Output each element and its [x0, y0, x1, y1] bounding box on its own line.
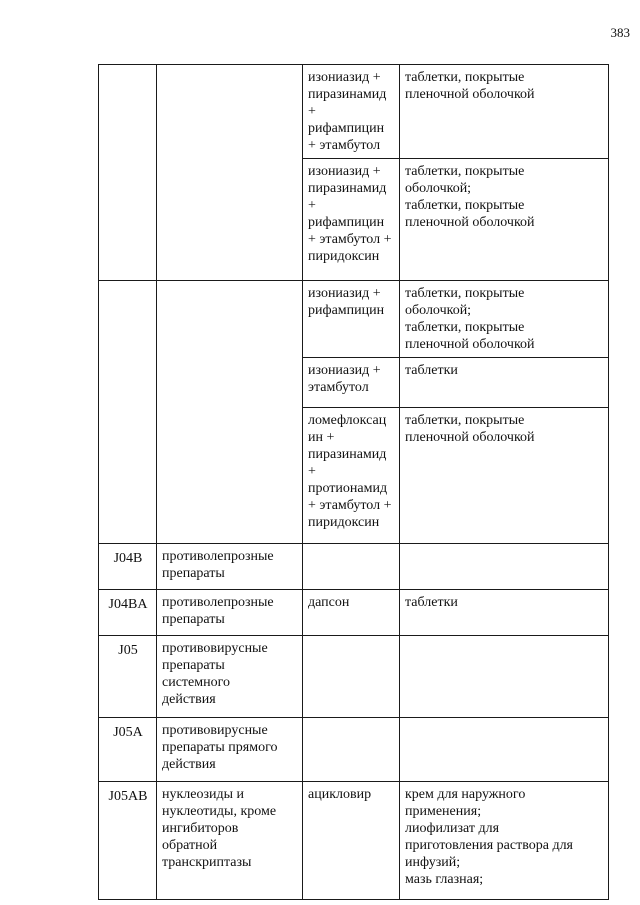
drug-name-cell [303, 718, 400, 782]
drug-name-cell: ацикловир [303, 782, 400, 900]
table-row [99, 590, 609, 636]
group-cell: противовирусные препараты системного действия [157, 636, 303, 718]
group-cell [157, 65, 303, 281]
dosage-form-cell: таблетки, покрытые пленочной оболочкой [400, 408, 609, 544]
atc-code-cell [99, 281, 157, 544]
drug-name-cell: изониазид + пиразинамид + рифампицин + этамбутол [303, 65, 400, 159]
dosage-form-cell: таблетки [400, 590, 609, 636]
dosage-form-cell: таблетки [400, 358, 609, 408]
table-row [99, 544, 609, 590]
dosage-form-cell: таблетки, покрытые оболочкой; таблетки, покрытые пленочной оболочкой [400, 281, 609, 358]
atc-code-cell: J05AB [99, 782, 157, 900]
atc-code-cell: J04B [99, 544, 157, 590]
dosage-form-cell: таблетки, покрытые оболочкой; таблетки, покрытые пленочной оболочкой [400, 159, 609, 281]
dosage-form-cell [400, 636, 609, 718]
dosage-form-cell [400, 544, 609, 590]
group-cell: нуклеозиды и нуклеотиды, кроме ингибиторов обратной транскриптазы [157, 782, 303, 900]
group-cell [157, 281, 303, 544]
table-row [99, 636, 609, 718]
table-row [99, 782, 609, 900]
table-row [99, 65, 609, 159]
drug-name-cell: изониазид + рифампицин [303, 281, 400, 358]
drug-name-cell: изониазид + пиразинамид + рифампицин + этамбутол + пиридоксин [303, 159, 400, 281]
table-row [99, 718, 609, 782]
atc-code-cell: J04BA [99, 590, 157, 636]
dosage-form-cell: таблетки, покрытые пленочной оболочкой [400, 65, 609, 159]
atc-code-cell: J05A [99, 718, 157, 782]
dosage-form-cell [400, 718, 609, 782]
table-row [99, 281, 609, 358]
atc-code-cell: J05 [99, 636, 157, 718]
atc-code-cell [99, 65, 157, 281]
drug-name-cell: изониазид + этамбутол [303, 358, 400, 408]
drug-name-cell: дапсон [303, 590, 400, 636]
drug-name-cell: ломефлоксац ин + пиразинамид + протионамид + этамбутол + пиридоксин [303, 408, 400, 544]
drug-name-cell [303, 544, 400, 590]
group-cell: противолепрозные препараты [157, 544, 303, 590]
page-number: 383 [610, 25, 630, 40]
drug-name-cell [303, 636, 400, 718]
drug-table [98, 64, 609, 900]
dosage-form-cell: крем для наружного применения; лиофилизат для приготовления раствора для инфузий; мазь глазная; [400, 782, 609, 900]
group-cell: противолепрозные препараты [157, 590, 303, 636]
group-cell: противовирусные препараты прямого действия [157, 718, 303, 782]
